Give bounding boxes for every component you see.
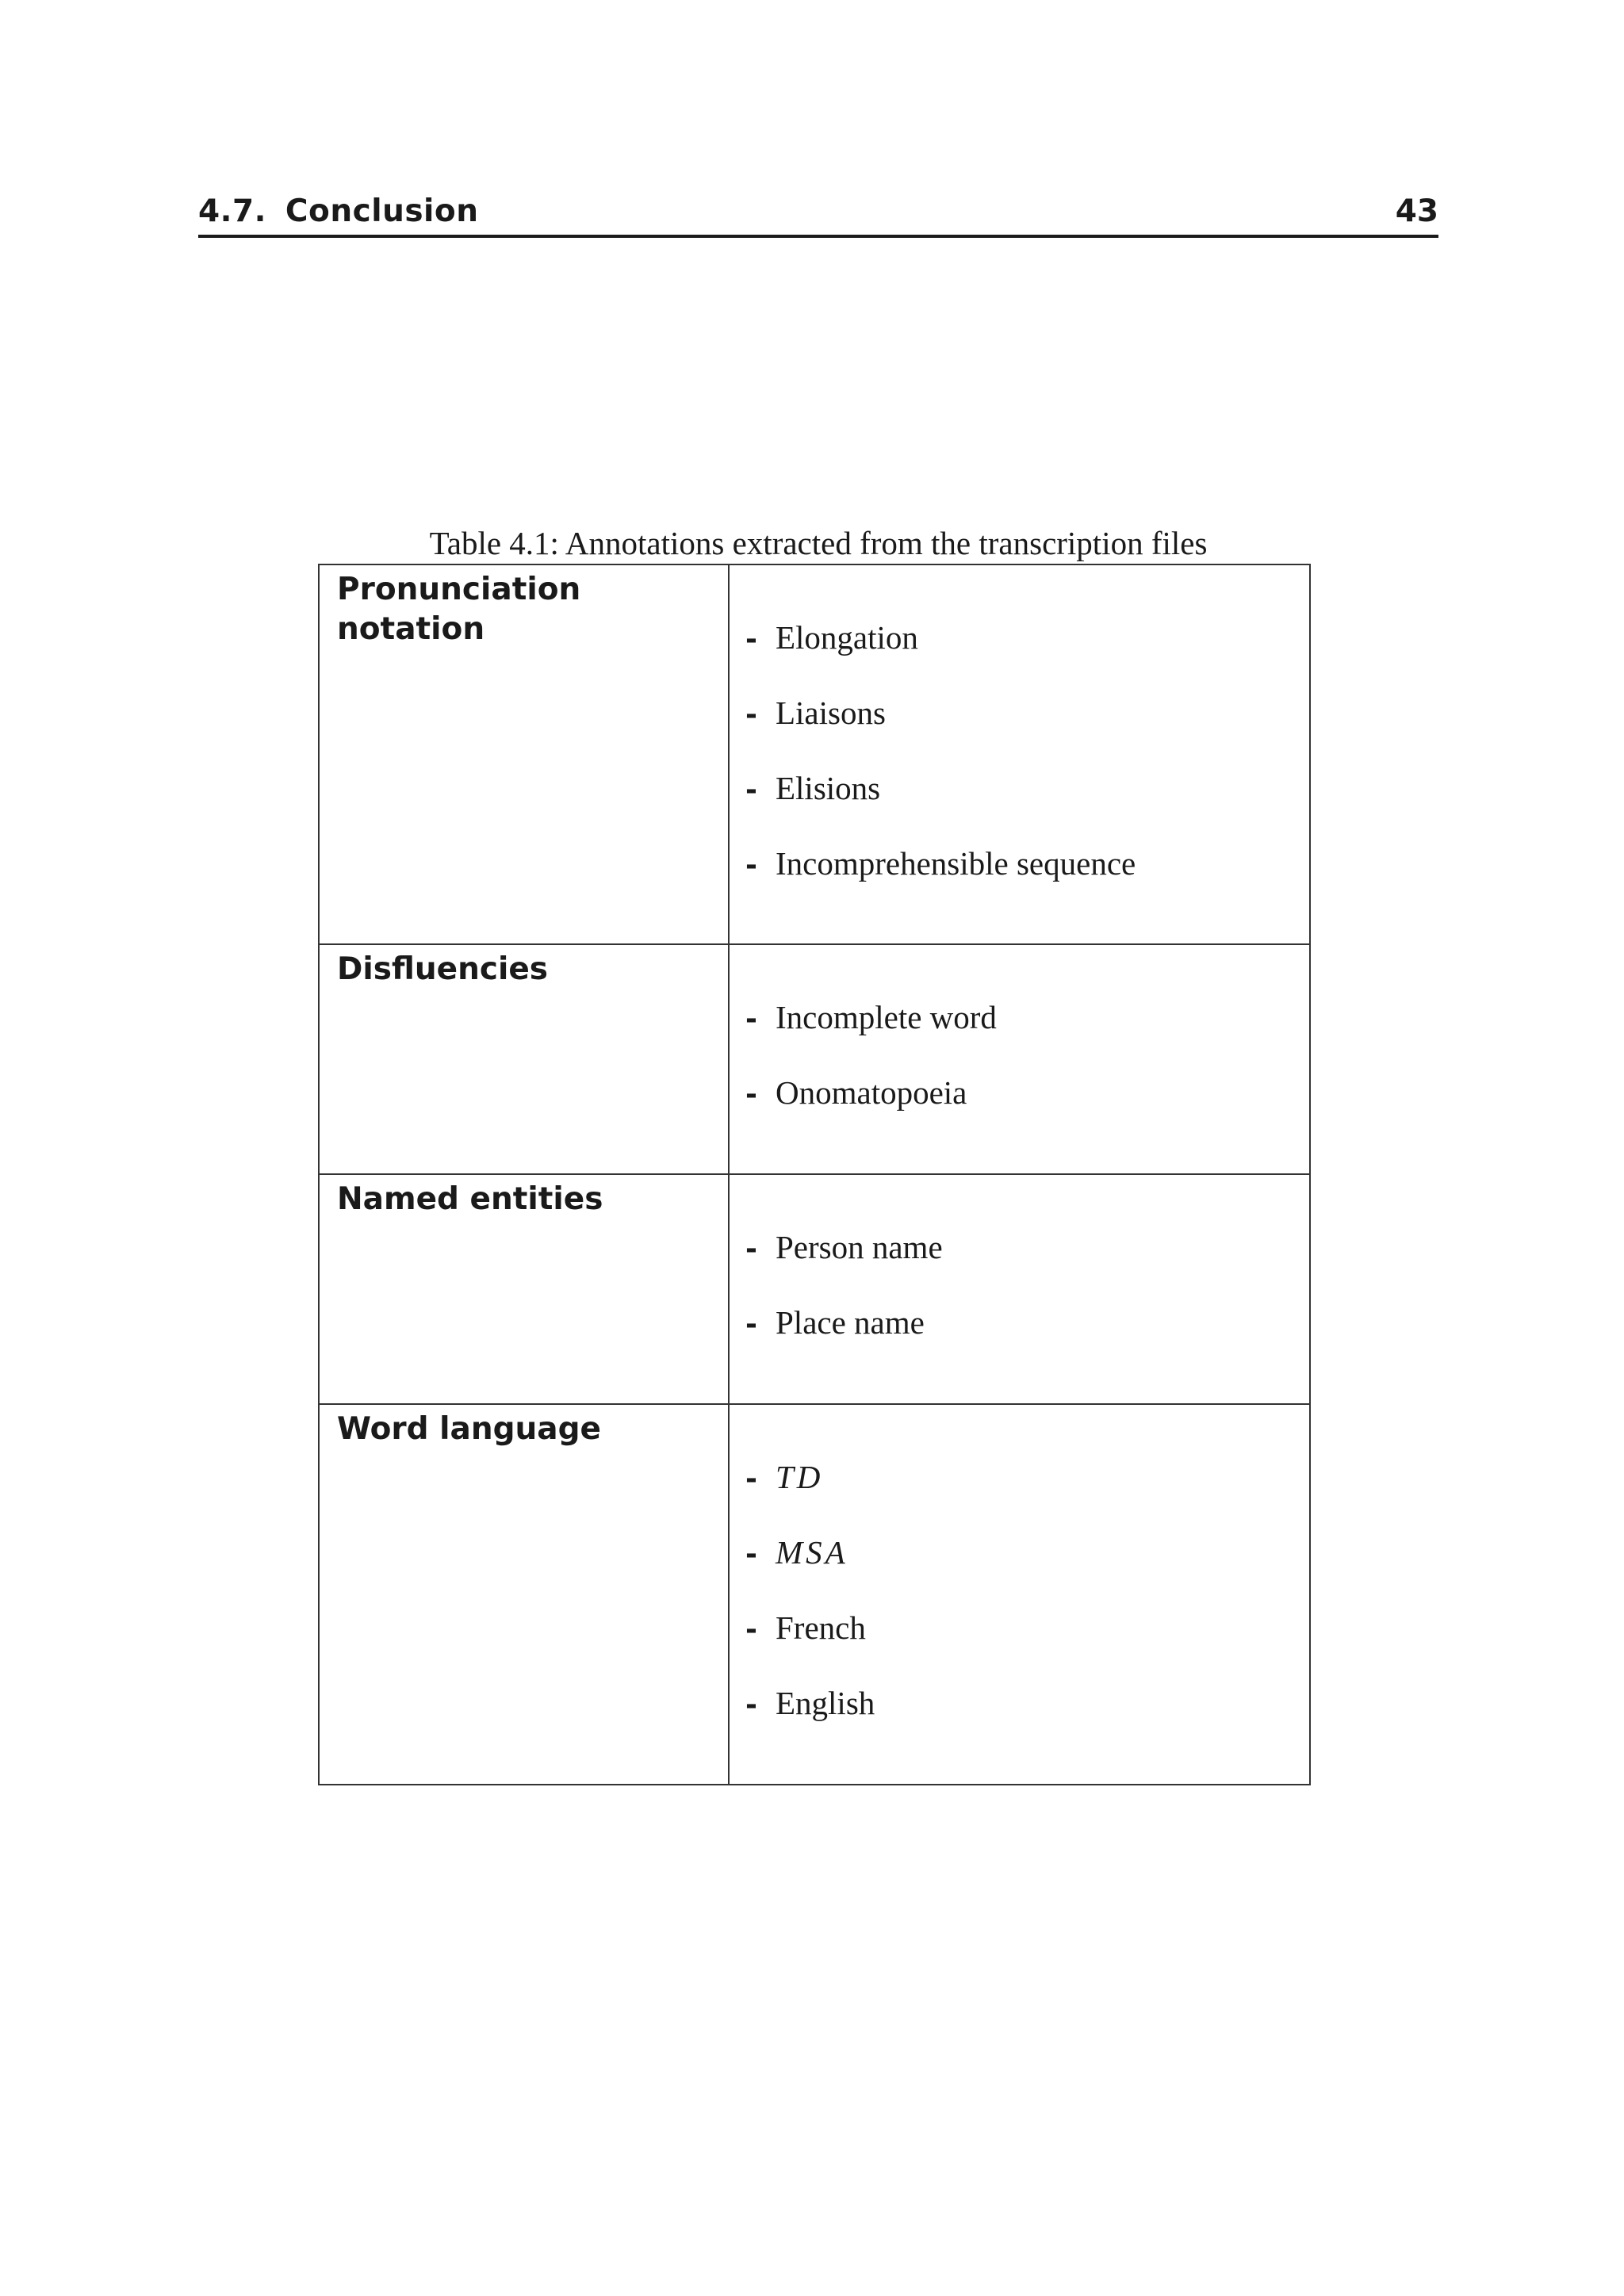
table-caption-label: Table 4.1: (429, 525, 559, 561)
bullet-dash: - (745, 698, 757, 731)
list-item (745, 1683, 1309, 1758)
item-text: Liaisons (776, 695, 886, 731)
bullet-dash: - (745, 774, 757, 806)
bullet-dash: - (745, 623, 757, 656)
items-cell (729, 564, 1310, 944)
bullet-dash: - (745, 1613, 757, 1646)
category-label: Named entities (337, 1181, 603, 1217)
section-title: Conclusion (285, 193, 479, 229)
table-row (319, 1404, 1310, 1785)
bullet-dash: - (745, 849, 757, 882)
bullet-dash: - (745, 1078, 757, 1111)
category-label: Pronunciation notation (337, 572, 581, 647)
annotations-table (318, 564, 1311, 1785)
bullet-dash: - (745, 1233, 757, 1265)
item-text: Onomatopoeia (776, 1074, 967, 1111)
item-list (730, 945, 1309, 1148)
item-text: TD (776, 1459, 824, 1495)
section-number: 4.7. (198, 193, 266, 229)
category-cell (319, 564, 729, 944)
list-item (745, 1608, 1309, 1683)
running-head (198, 192, 1438, 238)
item-text: MSA (776, 1534, 848, 1571)
bullet-dash: - (745, 1689, 757, 1721)
table-row (319, 944, 1310, 1174)
table-row (319, 564, 1310, 944)
category-label: Disfluencies (337, 951, 548, 987)
bullet-dash: - (745, 1463, 757, 1495)
table-row (319, 1174, 1310, 1404)
item-list (730, 1175, 1309, 1378)
list-item (745, 997, 1309, 1073)
item-text: Place name (776, 1304, 925, 1341)
list-item (745, 768, 1309, 844)
list-item (745, 1227, 1309, 1303)
category-cell (319, 944, 729, 1174)
items-cell (729, 1174, 1310, 1404)
page-number: 43 (1395, 193, 1438, 229)
list-item (745, 693, 1309, 768)
category-cell (319, 1174, 729, 1404)
bullet-dash: - (745, 1308, 757, 1341)
category-cell (319, 1404, 729, 1785)
item-text: Incomplete word (776, 999, 997, 1035)
list-item (745, 1533, 1309, 1608)
list-item (745, 844, 1309, 919)
item-text: Person name (776, 1229, 943, 1265)
item-text: Elongation (776, 619, 918, 656)
item-text: French (776, 1609, 866, 1646)
list-item (745, 1303, 1309, 1378)
item-list (730, 565, 1309, 919)
items-cell (729, 1404, 1310, 1785)
table-caption (198, 523, 1438, 563)
items-cell (729, 944, 1310, 1174)
item-list (730, 1405, 1309, 1758)
bullet-dash: - (745, 1538, 757, 1571)
list-item (745, 1073, 1309, 1148)
list-item (745, 618, 1309, 693)
item-text: English (776, 1685, 875, 1721)
list-item (745, 1457, 1309, 1533)
item-text: Incomprehensible sequence (776, 845, 1136, 882)
bullet-dash: - (745, 1003, 757, 1035)
item-text: Elisions (776, 770, 881, 806)
category-label: Word language (337, 1411, 601, 1447)
section-heading (198, 192, 478, 232)
table-caption-text: Annotations extracted from the transcription files (565, 525, 1208, 561)
